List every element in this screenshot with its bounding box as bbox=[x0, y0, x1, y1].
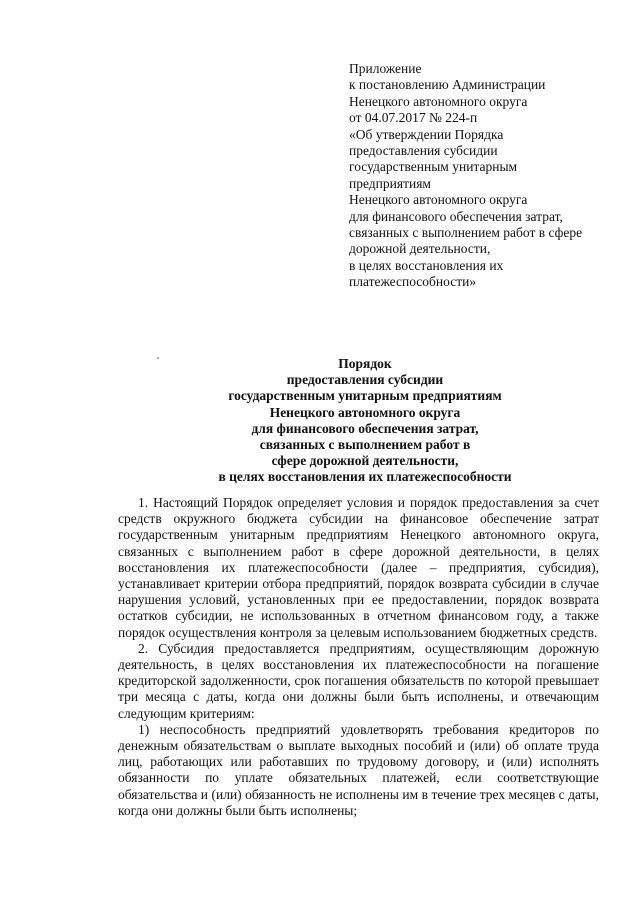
title-line: для финансового обеспечения затрат, bbox=[251, 420, 479, 436]
appendix-line: предоставления субсидии bbox=[349, 143, 498, 159]
appendix-line: для финансового обеспечения затрат, bbox=[349, 208, 563, 224]
title-line: государственным унитарным предприятиям bbox=[228, 388, 502, 404]
appendix-header bbox=[349, 61, 619, 291]
appendix-line: Приложение bbox=[349, 61, 422, 76]
appendix-line: «Об утверждении Порядка bbox=[349, 126, 504, 142]
appendix-line: государственным унитарным bbox=[349, 159, 518, 175]
title-line: в целях восстановления их платежеспособности bbox=[218, 469, 512, 485]
appendix-line: Ненецкого автономного округа bbox=[349, 93, 528, 109]
title-line: связанных с выполнением работ в bbox=[259, 437, 471, 453]
paragraph-1: 1. Настоящий Порядок определяет условия и порядок предоставления за счет средств окружного бюджета субсидии на финансовое обеспечение затрат государственным унитарным предприятиям Ненецкого автономного округа, связанных с выполнением работ в сфере дорожной деятельности, в целях восстановления их платежеспособности (далее – предприятия, субсидия), устанавливает критерии отбора предприятий, порядок возврата субсидии в случае нарушения условий, установленных при ее предоставлении, порядок возврата остатков субсидии, не использованных в отчетном финансовом году, а также порядок осуществления контроля за целевым использованием бюджетных средств. bbox=[118, 495, 599, 640]
title-line: предоставления субсидии bbox=[286, 372, 444, 388]
appendix-line: предприятиям bbox=[349, 175, 431, 191]
appendix-line: к постановлению Администрации bbox=[349, 77, 546, 93]
paragraph-2-item-1: 1) неспособность предприятий удовлетворять требования кредиторов по денежным обязательствам о выплате выходных пособий и (или) об оплате труда лиц, работающих или работавших по трудовому договору, и (или) исполнять обязанности по уплате обязательных платежей, если соответствующие обязательства и (или) обязанность не исполнены им в течение трех месяцев с даты, когда они должны были быть исполнены; bbox=[118, 721, 599, 818]
appendix-line: от 04.07.2017 № 224-п bbox=[349, 110, 478, 126]
paragraph-2: 2. Субсидия предоставляется предприятиям, осуществляющим дорожную деятельность, в целях восстановления их платежеспособности на погашение кредиторской задолженности, срок погашения обязательств по которой превышает три месяца с даты, когда они должны были быть исполнены, и отвечающим следующим критериям: bbox=[118, 640, 599, 721]
appendix-line: связанных с выполнением работ в сфере bbox=[349, 225, 583, 241]
appendix-line: дорожной деятельности, bbox=[349, 241, 491, 257]
title-line: Порядок bbox=[338, 356, 392, 371]
appendix-line: Ненецкого автономного округа bbox=[349, 192, 528, 208]
appendix-line: платежеспособности» bbox=[349, 274, 477, 290]
document-body bbox=[118, 495, 599, 819]
appendix-line: в целях восстановления их bbox=[349, 257, 504, 273]
document-title bbox=[120, 356, 610, 486]
title-line: сфере дорожной деятельности, bbox=[271, 453, 459, 469]
title-line: Ненецкого автономного округа bbox=[269, 404, 461, 420]
